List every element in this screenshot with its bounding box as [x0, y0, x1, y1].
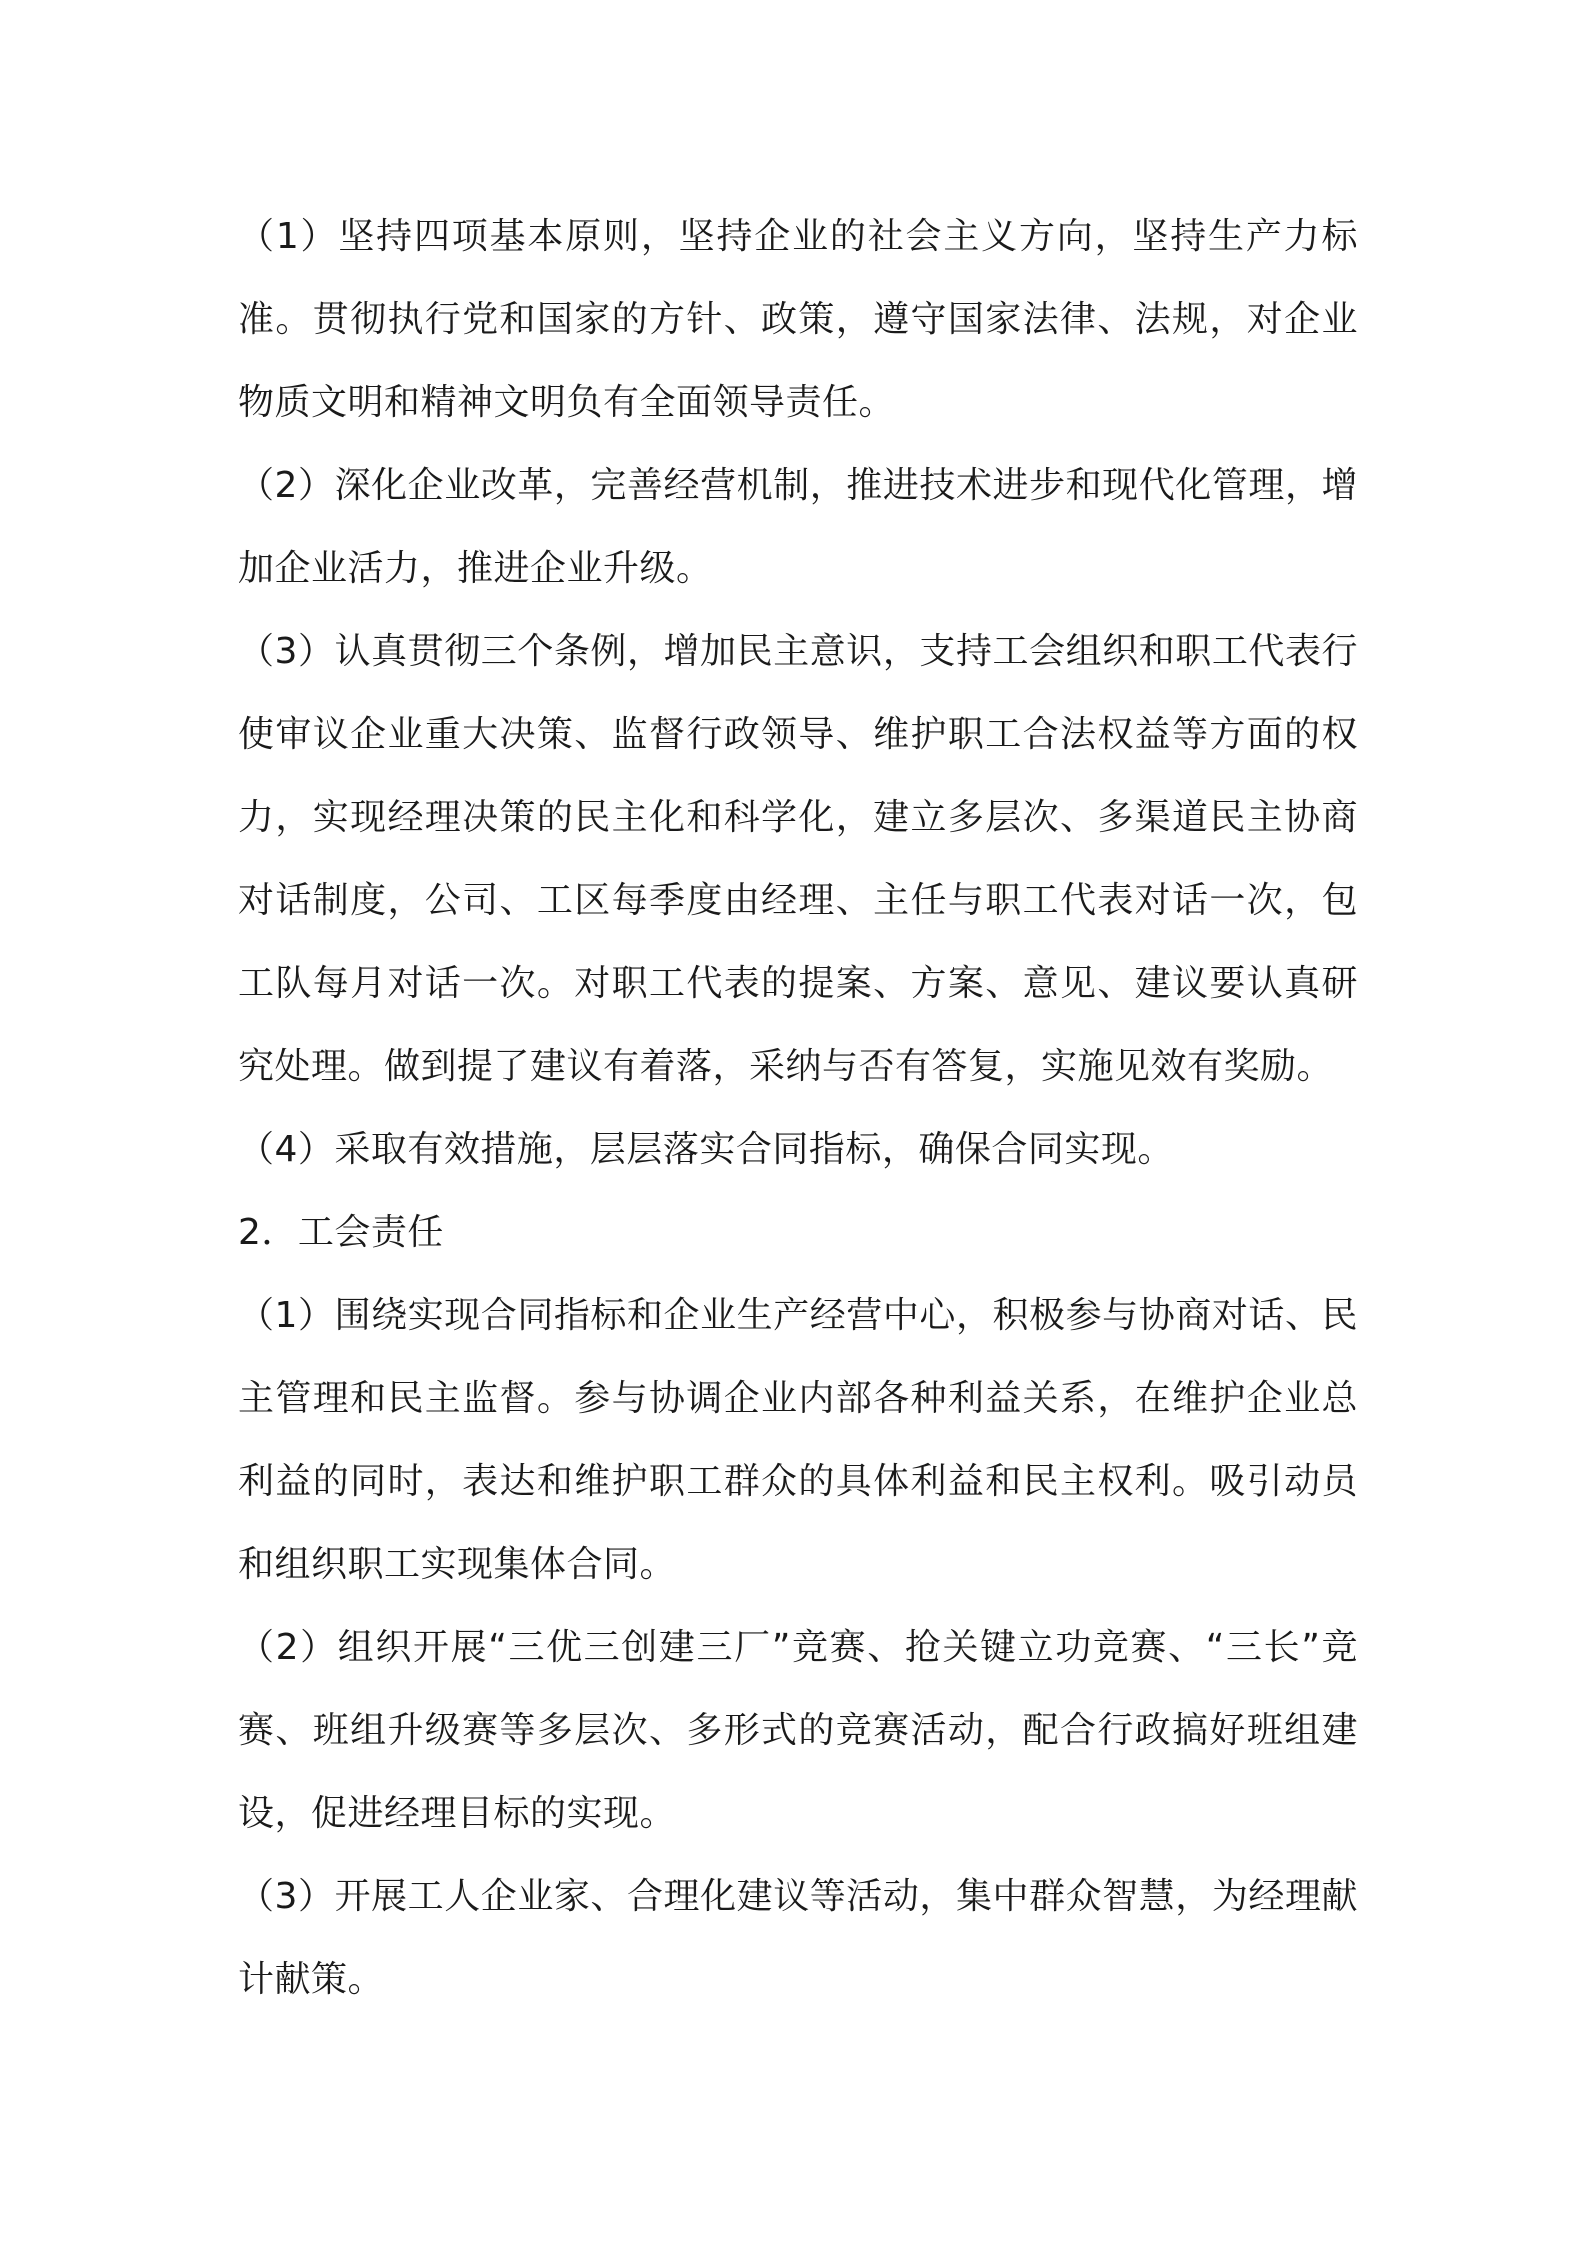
paragraph-1: （1）坚持四项基本原则，坚持企业的社会主义方向，坚持生产力标准。贯彻执行党和国家的方针、政策，遵守国家法律、法规，对企业物质文明和精神文明负有全面领导责任。: [238, 216, 1358, 423]
section-heading: 2．工会责任: [238, 1212, 444, 1253]
section-paragraph-2: （2）组织开展“三优三创建三厂”竞赛、抢关键立功竞赛、“三长”竞赛、班组升级赛等多层次、多形式的竞赛活动，配合行政搞好班组建设，促进经理目标的实现。: [238, 1627, 1358, 1834]
document-body: [238, 195, 1358, 2021]
paragraph-3: （3）认真贯彻三个条例，增加民主意识，支持工会组织和职工代表行使审议企业重大决策、监督行政领导、维护职工合法权益等方面的权力，实现经理决策的民主化和科学化，建立多层次、多渠道民主协商对话制度，公司、工区每季度由经理、主任与职工代表对话一次，包工队每月对话一次。对职工代表的提案、方案、意见、建议要认真研究处理。做到提了建议有着落，采纳与否有答复，实施见效有奖励。: [238, 631, 1358, 1087]
section-paragraph-1: （1）围绕实现合同指标和企业生产经营中心，积极参与协商对话、民主管理和民主监督。参与协调企业内部各种利益关系，在维护企业总利益的同时，表达和维护职工群众的具体利益和民主权利。吸引动员和组织职工实现集体合同。: [238, 1295, 1358, 1585]
section-paragraph-3: （3）开展工人企业家、合理化建议等活动，集中群众智慧，为经理献计献策。: [238, 1876, 1358, 2000]
paragraph-2: （2）深化企业改革，完善经营机制，推进技术进步和现代化管理，增加企业活力，推进企业升级。: [238, 465, 1358, 589]
paragraph-4: （4）采取有效措施，层层落实合同指标，确保合同实现。: [238, 1129, 1174, 1170]
